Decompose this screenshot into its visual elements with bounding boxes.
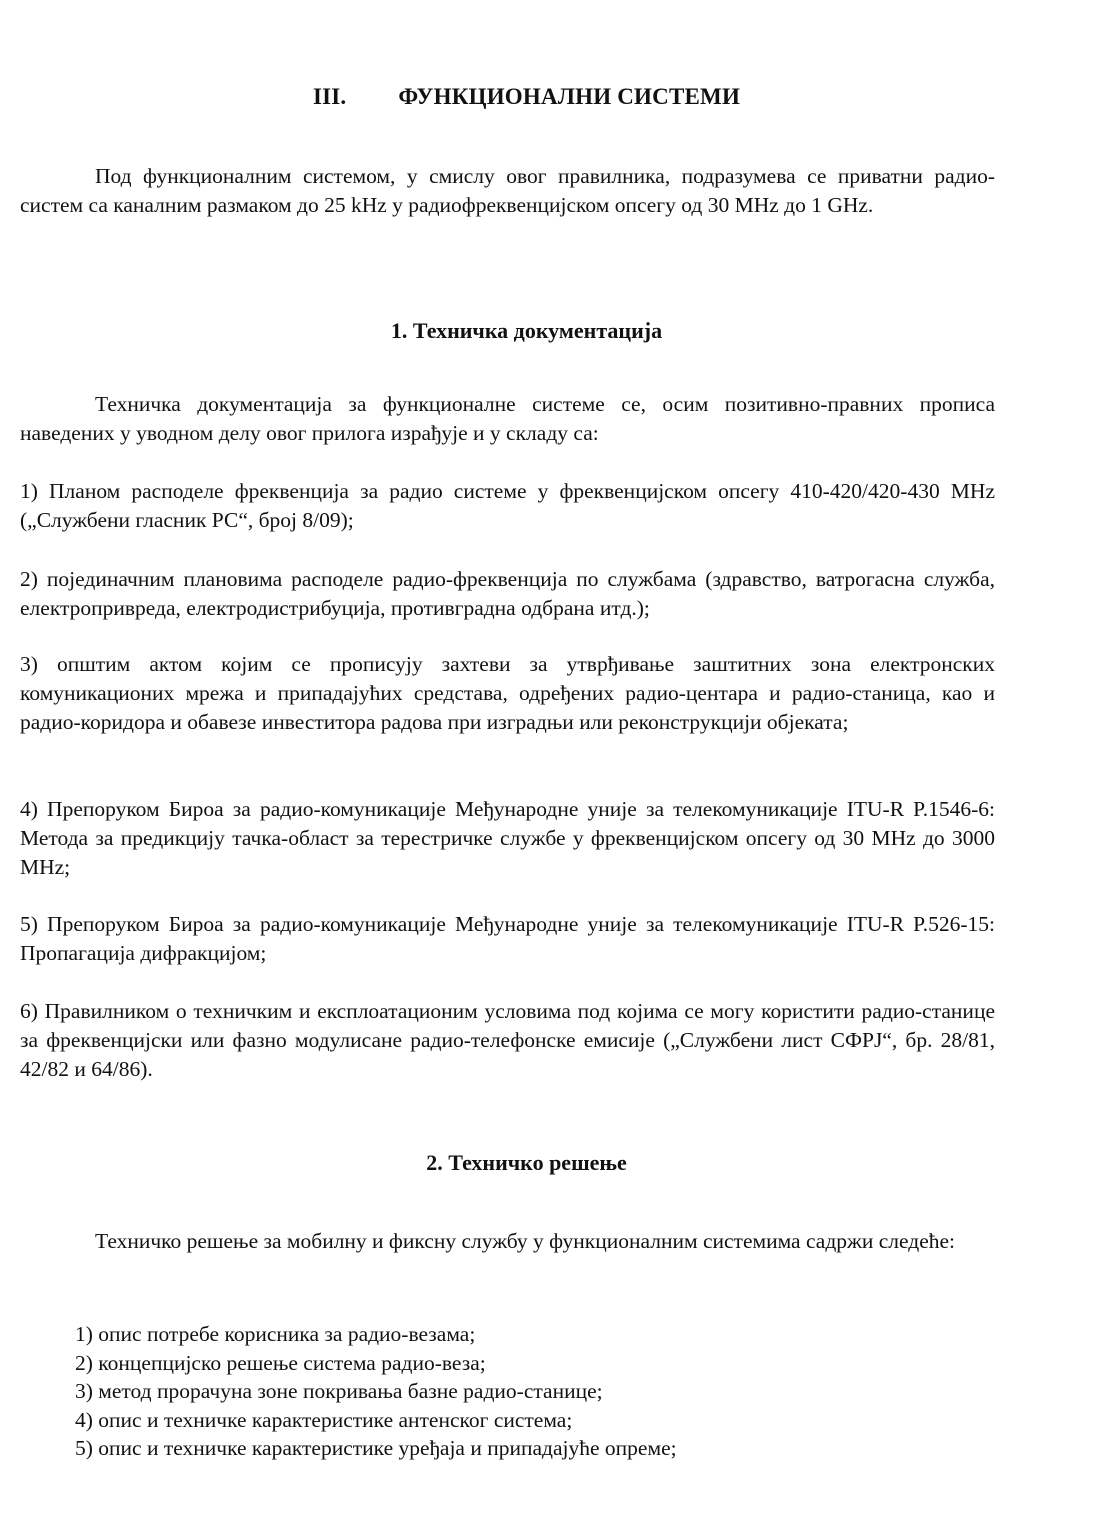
- section-title: [0, 84, 1053, 110]
- list-item: 2) концепцијско решење система радио-веза;: [75, 1350, 486, 1375]
- regulation-item-1: 1) Планом расподеле фреквенција за радио системе у фреквенцијском опсегу 410-420/420-430 MHz („Службени гласник РС“, број 8/09);: [20, 479, 995, 532]
- intro-paragraph: Под функционалним системом, у смислу овог правилника, подразумева се приватни радио-систем са каналним размаком до 25 kHz у радиофреквенцијском опсегу од 30 MHz до 1 GHz.: [20, 164, 995, 217]
- regulation-item-4: 4) Препоруком Бироа за радио-комуникације Међународне уније за телекомуникације ITU-R P.1546-6: Метода за предикцију тачка-област за терестричке службе у фреквенцијском опсегу од 30 MHz до 3000 MHz;: [20, 797, 995, 879]
- technical-solution-list: [75, 1320, 975, 1463]
- list-item: 1) опис потребе корисника за радио-везама;: [75, 1322, 476, 1346]
- section-number: III.: [312, 84, 347, 109]
- technical-documentation-lead: Техничка документација за функционалне системе се, осим позитивно-правних прописа наведених у уводном делу овог прилога израђује и у складу са:: [20, 392, 995, 445]
- list-item: 5) опис и техничке карактеристике уређаја и припадајуће опреме;: [75, 1436, 677, 1460]
- list-item: 4) опис и техничке карактеристике антенског система;: [75, 1407, 573, 1432]
- regulation-item-6: 6) Правилником о техничким и експлоатационим условима под којима се могу користити радио-станице за фреквенцијски или фазно модулисане радио-телефонске емисије („Службени лист СФРЈ“, бр. 28/81, 42/82 и 64/86).: [20, 999, 995, 1081]
- list-item: 3) метод прорачуна зоне покривања базне радио-станице;: [75, 1379, 603, 1403]
- regulation-item-5: 5) Препоруком Бироа за радио-комуникације Међународне уније за телекомуникације ITU-R P.526-15: Пропагација дифракцијом;: [20, 912, 995, 965]
- technical-solution-lead: Техничко решење за мобилну и фиксну службу у функционалним системима садржи следеће:: [95, 1229, 956, 1253]
- section-title-text: ФУНКЦИОНАЛНИ СИСТЕМИ: [398, 84, 741, 109]
- subsection-heading-technical-documentation: 1. Техничка документација: [390, 318, 663, 343]
- regulation-item-3: 3) општим актом којим се прописују захтеви за утврђивање заштитних зона електронских комуникационих мрежа и припадајућих средстава, одређених радио-центара и радио-станица, као и радио-коридора и обавезе инвеститора радова при изградњи или реконструкцији објеката;: [20, 652, 995, 734]
- subsection-heading-technical-solution: 2. Техничко решење: [426, 1150, 627, 1175]
- regulation-item-2: 2) појединачним плановима расподеле радио-фреквенција по службама (здравство, ватрогасна служба, електропривреда, електродистрибуција, противградна одбрана итд.);: [20, 567, 995, 620]
